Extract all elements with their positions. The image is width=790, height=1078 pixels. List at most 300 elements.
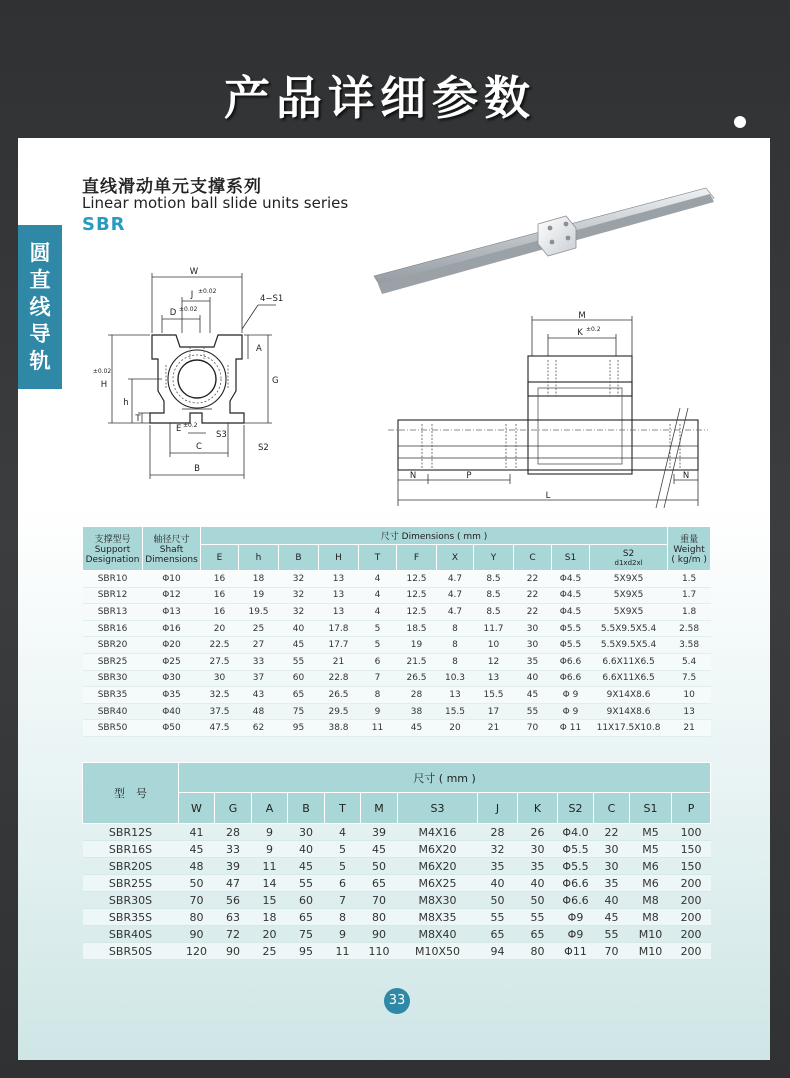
table-cell: 12.5 [397, 587, 437, 604]
col-header: S2 d1xd2xl [590, 545, 668, 571]
table-cell: 65 [361, 875, 398, 892]
table-cell: 30 [518, 841, 558, 858]
table-cell: 11 [252, 858, 288, 875]
side-tab-char: 线 [29, 294, 51, 319]
table-cell: 150 [672, 841, 711, 858]
table-cell: M6X20 [398, 858, 478, 875]
table-cell: 50 [179, 875, 215, 892]
table-cell: 11 [325, 943, 361, 960]
header-dimensions: 尺寸 Dimensions ( mm ) [201, 527, 668, 545]
table-cell: 30 [201, 670, 239, 687]
table-cell: 8.5 [474, 604, 514, 621]
table-cell: M6 [630, 858, 672, 875]
table-cell: M10X50 [398, 943, 478, 960]
table-cell: SBR16 [83, 620, 143, 637]
dim-a-label: A [256, 344, 262, 354]
table-cell: 8 [437, 653, 474, 670]
side-tab-char: 导 [29, 321, 51, 346]
table-cell: 4.7 [437, 604, 474, 621]
table-cell: 5.5X9.5X5.4 [590, 620, 668, 637]
table-cell: Φ13 [143, 604, 201, 621]
table-cell: 60 [279, 670, 319, 687]
table-cell: 90 [361, 926, 398, 943]
table-cell: 20 [201, 620, 239, 637]
table-cell: 28 [397, 687, 437, 704]
table-cell: 32 [478, 841, 518, 858]
table-cell: Φ6.6 [558, 875, 594, 892]
table-cell: 72 [215, 926, 252, 943]
table-row [83, 620, 711, 637]
catalog-page [18, 138, 770, 1060]
banner-title: 产品详细参数 [224, 71, 536, 125]
table-cell: Φ11 [558, 943, 594, 960]
front-section-drawing [82, 263, 292, 508]
table-cell: 63 [215, 909, 252, 926]
table-row [83, 670, 711, 687]
table-cell: 22 [594, 824, 630, 841]
table-cell: M6X20 [398, 841, 478, 858]
table-cell: 150 [672, 858, 711, 875]
header-weight: 重量 Weight ( kg/m ) [668, 527, 711, 571]
table-cell: Φ30 [143, 670, 201, 687]
table-cell: 2.58 [668, 620, 711, 637]
table-cell: Φ12 [143, 587, 201, 604]
table-cell: Φ4.5 [552, 587, 590, 604]
table-cell: 21.5 [397, 653, 437, 670]
table-cell: Φ10 [143, 571, 201, 588]
table-cell: 80 [518, 943, 558, 960]
col-header: X [437, 545, 474, 571]
table-cell: 25 [239, 620, 279, 637]
table-cell: 65 [518, 926, 558, 943]
table-cell: 30 [514, 620, 552, 637]
table-cell: 13 [437, 687, 474, 704]
dim-k-label: K [577, 328, 583, 338]
table-row [83, 926, 711, 943]
table-cell: 62 [239, 720, 279, 737]
table-cell: Φ 9 [552, 687, 590, 704]
table-cell: 5.4 [668, 653, 711, 670]
table-cell: 39 [361, 824, 398, 841]
series-code: SBR [82, 214, 126, 235]
table-cell: 55 [594, 926, 630, 943]
table-cell: Φ4.0 [558, 824, 594, 841]
table-cell: 26 [518, 824, 558, 841]
table-cell: 95 [288, 943, 325, 960]
dim-c-label: C [196, 442, 202, 452]
dim-m-label: M [578, 311, 586, 321]
table-cell: 39 [215, 858, 252, 875]
table-cell: Φ16 [143, 620, 201, 637]
table-cell: 37.5 [201, 703, 239, 720]
table-cell: M4X16 [398, 824, 478, 841]
rail-table-body [83, 824, 711, 960]
table-cell: M8 [630, 909, 672, 926]
table-cell: Φ6.6 [552, 670, 590, 687]
table-cell: 1.5 [668, 571, 711, 588]
table-cell: 6 [325, 875, 361, 892]
table-cell: 8 [437, 620, 474, 637]
table-cell: 55 [514, 703, 552, 720]
table-cell: 10 [668, 687, 711, 704]
table-cell: Φ4.5 [552, 604, 590, 621]
table-row [83, 604, 711, 621]
table-cell: 10.3 [437, 670, 474, 687]
table-cell: 26.5 [397, 670, 437, 687]
table-cell: 15 [252, 892, 288, 909]
table-cell: 60 [288, 892, 325, 909]
table-cell: 6 [359, 653, 397, 670]
table-cell: 5X9X5 [590, 587, 668, 604]
table-cell: 32 [279, 571, 319, 588]
table-cell: Φ6.6 [558, 892, 594, 909]
table-cell: 8.5 [474, 587, 514, 604]
table-cell: SBR16S [83, 841, 179, 858]
table-cell: M8X40 [398, 926, 478, 943]
product-photo [370, 180, 720, 310]
table-cell: 7 [359, 670, 397, 687]
table-row [83, 687, 711, 704]
side-category-tab [18, 225, 62, 389]
table-cell: 38 [397, 703, 437, 720]
table-cell: 40 [279, 620, 319, 637]
col-header: h [239, 545, 279, 571]
table-cell: 20 [252, 926, 288, 943]
table-cell: 45 [594, 909, 630, 926]
table-cell: 7.5 [668, 670, 711, 687]
dim-e-tolerance: ±0.2 [183, 422, 198, 429]
table-row [83, 824, 711, 841]
table-cell: 35 [514, 653, 552, 670]
table-cell: 4.7 [437, 587, 474, 604]
table-cell: 48 [239, 703, 279, 720]
table-cell: M6 [630, 875, 672, 892]
table-cell: 35 [478, 858, 518, 875]
dim-t-label: T [135, 414, 141, 424]
table-cell: 26.5 [319, 687, 359, 704]
table-row [83, 653, 711, 670]
table-cell: 22 [514, 604, 552, 621]
table-cell: 30 [288, 824, 325, 841]
dim-e-label: E [176, 424, 182, 434]
table-cell: SBR30S [83, 892, 179, 909]
table-row [83, 875, 711, 892]
table-cell: 70 [179, 892, 215, 909]
table-cell: 4 [359, 587, 397, 604]
table-cell: 32.5 [201, 687, 239, 704]
table-cell: 65 [279, 687, 319, 704]
table-row [83, 841, 711, 858]
table-cell: 16 [201, 587, 239, 604]
table-cell: 32 [279, 587, 319, 604]
table-cell: 5 [325, 858, 361, 875]
table-cell: 5 [359, 637, 397, 654]
table-cell: Φ6.6 [552, 653, 590, 670]
table-row [83, 587, 711, 604]
table-cell: M5 [630, 841, 672, 858]
table-row [83, 571, 711, 588]
table-cell: Φ5.5 [552, 637, 590, 654]
table-cell: 90 [215, 943, 252, 960]
table-cell: M8X30 [398, 892, 478, 909]
table-cell: 16 [201, 571, 239, 588]
table-row [83, 909, 711, 926]
table-cell: 50 [518, 892, 558, 909]
col-header: H [319, 545, 359, 571]
table-cell: 70 [361, 892, 398, 909]
table-cell: 28 [478, 824, 518, 841]
table-cell: 37 [239, 670, 279, 687]
table-cell: Φ40 [143, 703, 201, 720]
banner-dot [734, 116, 746, 128]
table-cell: 11 [359, 720, 397, 737]
table-cell: 30 [594, 858, 630, 875]
side-tab-char: 轨 [29, 348, 51, 373]
table-cell: Φ5.5 [558, 858, 594, 875]
table-cell: SBR35 [83, 687, 143, 704]
table-cell: M5 [630, 824, 672, 841]
table-cell: 35 [518, 858, 558, 875]
table-cell: 12.5 [397, 604, 437, 621]
dim-l-label: L [545, 491, 551, 501]
support-units-spec-table [82, 526, 711, 737]
dim-b-label: B [194, 464, 200, 474]
header-shaft: 轴径尺寸 Shaft Dimensions [143, 527, 201, 571]
table-cell: SBR35S [83, 909, 179, 926]
table-cell: 13 [319, 571, 359, 588]
table-cell: 21 [668, 720, 711, 737]
table-cell: 120 [179, 943, 215, 960]
table-cell: Φ9 [558, 909, 594, 926]
table-cell: 38.8 [319, 720, 359, 737]
col-header: G [215, 793, 252, 824]
table-cell: SBR13 [83, 604, 143, 621]
table-cell: Φ5.5 [552, 620, 590, 637]
col-header: W [179, 793, 215, 824]
table-cell: SBR20S [83, 858, 179, 875]
table-cell: 18 [252, 909, 288, 926]
table-row [83, 637, 711, 654]
col-header: Y [474, 545, 514, 571]
table-row [83, 858, 711, 875]
table-cell: Φ9 [558, 926, 594, 943]
table-cell: 9X14X8.6 [590, 703, 668, 720]
table-cell: 19 [239, 587, 279, 604]
table-cell: 55 [478, 909, 518, 926]
table-cell: SBR12 [83, 587, 143, 604]
col-header: S1 [552, 545, 590, 571]
table-cell: 65 [478, 926, 518, 943]
table-cell: 6.6X11X6.5 [590, 670, 668, 687]
table-cell: 200 [672, 875, 711, 892]
table-cell: 15.5 [437, 703, 474, 720]
table-cell: 28 [215, 824, 252, 841]
dim-n-right-label: N [682, 471, 690, 481]
table-cell: SBR50 [83, 720, 143, 737]
col-header: F [397, 545, 437, 571]
table-cell: 45 [514, 687, 552, 704]
col-header: P [672, 793, 711, 824]
table-cell: 13 [668, 703, 711, 720]
table-cell: 13 [319, 604, 359, 621]
table-cell: 45 [397, 720, 437, 737]
table-cell: 13 [474, 670, 514, 687]
housing-outline [150, 335, 244, 423]
table-cell: 41 [179, 824, 215, 841]
dim-k-tolerance: ±0.2 [586, 326, 601, 333]
section-title-cn: 直线滑动单元支撑系列 [82, 177, 262, 197]
col-header: B [288, 793, 325, 824]
side-view-drawing [388, 308, 708, 508]
support-units-table-body [83, 571, 711, 737]
table-cell: 4.7 [437, 571, 474, 588]
table-cell: 70 [594, 943, 630, 960]
table-cell: 5X9X5 [590, 604, 668, 621]
dim-s1-label: 4−S1 [260, 294, 284, 304]
table-cell: Φ4.5 [552, 571, 590, 588]
table-cell: 5 [359, 620, 397, 637]
table-cell: Φ25 [143, 653, 201, 670]
table-cell: 33 [239, 653, 279, 670]
table-cell: 100 [672, 824, 711, 841]
table-cell: 12.5 [397, 571, 437, 588]
table-cell: 80 [179, 909, 215, 926]
table-cell: 200 [672, 892, 711, 909]
table-cell: 17.8 [319, 620, 359, 637]
col-header: E [201, 545, 239, 571]
table-cell: M10 [630, 943, 672, 960]
dim-h-label: h [123, 398, 129, 408]
table-row [83, 703, 711, 720]
table-cell: 55 [518, 909, 558, 926]
table-cell: M8X35 [398, 909, 478, 926]
col-header: S2 [558, 793, 594, 824]
table-cell: 8.5 [474, 571, 514, 588]
dim-g-label: G [272, 376, 279, 386]
col-header: S1 [630, 793, 672, 824]
table-cell: 22.5 [201, 637, 239, 654]
table-cell: 45 [279, 637, 319, 654]
dim-d-tolerance: ±0.02 [179, 306, 198, 313]
table-row [83, 943, 711, 960]
table-cell: 19.5 [239, 604, 279, 621]
table-cell: 40 [478, 875, 518, 892]
header-model: 支撑型号 Support Designation [83, 527, 143, 571]
table-cell: 10 [474, 637, 514, 654]
side-tab-char: 圆 [29, 240, 51, 265]
table-cell: 75 [279, 703, 319, 720]
header-model: 型 号 [83, 763, 179, 824]
dim-w-label: W [189, 267, 199, 277]
table-cell: 35 [594, 875, 630, 892]
table-cell: 110 [361, 943, 398, 960]
table-cell: 25 [252, 943, 288, 960]
col-header: M [361, 793, 398, 824]
table-cell: 4 [359, 604, 397, 621]
table-cell: 70 [514, 720, 552, 737]
table-cell: 1.8 [668, 604, 711, 621]
dim-n-left-label: N [409, 471, 417, 481]
col-header: S3 [398, 793, 478, 824]
table-cell: 32 [279, 604, 319, 621]
table-cell: 6.6X11X6.5 [590, 653, 668, 670]
table-cell: 90 [179, 926, 215, 943]
table-cell: SBR12S [83, 824, 179, 841]
table-cell: 4 [325, 824, 361, 841]
table-cell: 5 [325, 841, 361, 858]
table-cell: Φ 11 [552, 720, 590, 737]
table-cell: 8 [437, 637, 474, 654]
table-cell: 11.7 [474, 620, 514, 637]
table-cell: SBR20 [83, 637, 143, 654]
table-cell: 8 [325, 909, 361, 926]
table-cell: 20 [437, 720, 474, 737]
table-cell: 40 [518, 875, 558, 892]
table-cell: 33 [215, 841, 252, 858]
table-cell: 9X14X8.6 [590, 687, 668, 704]
page-number-badge: 33 [384, 988, 410, 1014]
table-cell: 18.5 [397, 620, 437, 637]
table-cell: 17.7 [319, 637, 359, 654]
dim-h-tolerance: ±0.02 [92, 368, 112, 375]
table-cell: 45 [288, 858, 325, 875]
col-header: J [478, 793, 518, 824]
table-cell: 30 [514, 637, 552, 654]
table-cell: 95 [279, 720, 319, 737]
table-cell: 22 [514, 571, 552, 588]
table-cell: SBR25 [83, 653, 143, 670]
table-cell: 40 [594, 892, 630, 909]
table-cell: 12 [474, 653, 514, 670]
table-row [83, 720, 711, 737]
table-cell: 9 [325, 926, 361, 943]
col-header: T [359, 545, 397, 571]
table-cell: SBR40 [83, 703, 143, 720]
table-cell: 5X9X5 [590, 571, 668, 588]
table-cell: 65 [288, 909, 325, 926]
table-cell: 50 [361, 858, 398, 875]
table-row [83, 892, 711, 909]
table-cell: Φ5.5 [558, 841, 594, 858]
table-cell: SBR40S [83, 926, 179, 943]
col-header: C [514, 545, 552, 571]
slide-block-outline [528, 356, 632, 396]
table-cell: 29.5 [319, 703, 359, 720]
table-cell: 47.5 [201, 720, 239, 737]
table-cell: 3.58 [668, 637, 711, 654]
table-cell: 27 [239, 637, 279, 654]
dim-d-label: D [169, 308, 177, 318]
table-cell: 21 [319, 653, 359, 670]
rail-outline [398, 420, 698, 470]
table-cell: M8 [630, 892, 672, 909]
section-title-en: Linear motion ball slide units series [82, 194, 349, 212]
table-cell: 11X17.5X10.8 [590, 720, 668, 737]
table-cell: Φ 9 [552, 703, 590, 720]
table-cell: 200 [672, 909, 711, 926]
table-cell: 14 [252, 875, 288, 892]
table-cell: 16 [201, 604, 239, 621]
table-cell: 50 [478, 892, 518, 909]
table-cell: 19 [397, 637, 437, 654]
table-cell: 45 [361, 841, 398, 858]
table-cell: 40 [288, 841, 325, 858]
dim-p-label: P [466, 471, 472, 481]
col-header: K [518, 793, 558, 824]
table-cell: 48 [179, 858, 215, 875]
table-cell: 75 [288, 926, 325, 943]
dim-s3-label: S3 [216, 430, 227, 440]
